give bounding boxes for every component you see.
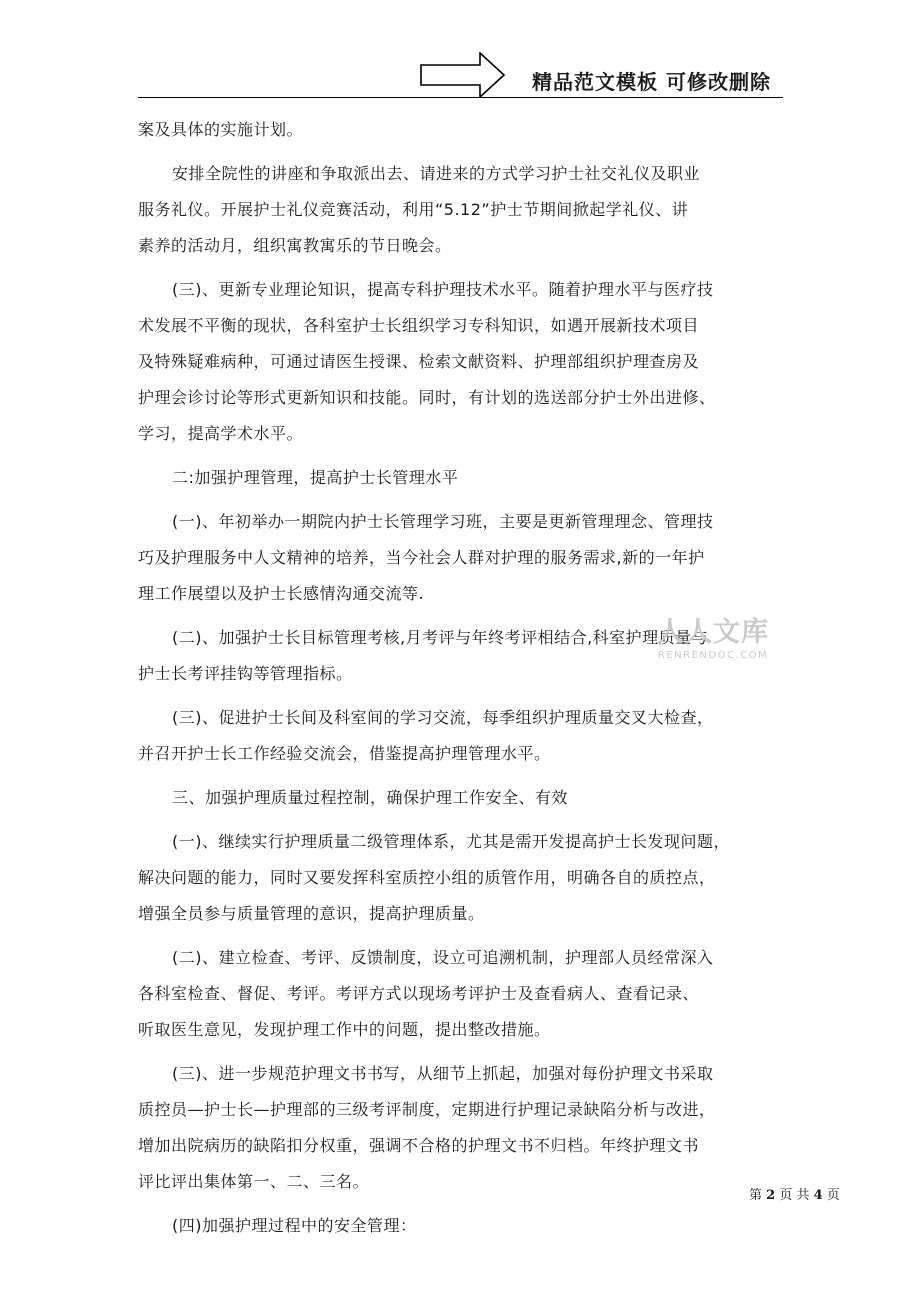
paragraph-line: (四)加强护理过程中的安全管理： — [172, 1216, 417, 1235]
page-header — [0, 0, 920, 100]
paragraph-line: 及特殊疑难病种，可通过请医生授课、检索文献资料、护理部组织护理查房及 — [138, 352, 700, 371]
paragraph-line: 服务礼仪。开展护士礼仪竞赛活动，利用“5.12”护士节期间掀起学礼仪、讲 — [138, 200, 689, 219]
footer-suffix: 页 — [826, 1188, 840, 1203]
paragraph-line: 安排全院性的讲座和争取派出去、请进来的方式学习护士社交礼仪及职业 — [172, 164, 701, 183]
section-heading: 二:加强护理管理，提高护士长管理水平 — [172, 468, 459, 487]
paragraph-line: (一)、年初举办一期院内护士长管理学习班，主要是更新管理理念、管理技 — [172, 512, 714, 531]
paragraph-line: 巧及护理服务中人文精神的培养，当今社会人群对护理的服务需求,新的一年护 — [138, 548, 705, 567]
footer-prefix: 第 — [749, 1188, 763, 1203]
paragraph-line: 案及具体的实施计划。 — [138, 120, 304, 139]
paragraph-line: 护士长考评挂钩等管理指标。 — [138, 664, 353, 683]
page-footer — [749, 1184, 840, 1203]
paragraph-line: 评比评出集体第一、二、三名。 — [138, 1172, 370, 1191]
paragraph-line: 并召开护士长工作经验交流会，借鉴提高护理管理水平。 — [138, 744, 551, 763]
document-body — [138, 112, 798, 1244]
paragraph-line: 护理会诊讨论等形式更新知识和技能。同时，有计划的选送部分护士外出进修、 — [138, 388, 716, 407]
paragraph-line: (三)、更新专业理论知识，提高专科护理技术水平。随着护理水平与医疗技 — [172, 280, 714, 299]
current-page-number: 2 — [766, 1188, 776, 1203]
watermark-cn: 人人文库 — [657, 617, 769, 648]
paragraph-line: 理工作展望以及护士长感情沟通交流等. — [138, 584, 425, 603]
paragraph-line: (三)、促进护士长间及科室间的学习交流，每季组织护理质量交叉大检查， — [172, 708, 714, 727]
paragraph-line: (一)、继续实行护理质量二级管理体系，尤其是需开发提高护士长发现问题， — [172, 832, 730, 851]
paragraph-line: 素养的活动月，组织寓教寓乐的节日晚会。 — [138, 236, 452, 255]
paragraph-line: 质控员—护士长—护理部的三级考评制度，定期进行护理记录缺陷分析与改进， — [138, 1100, 716, 1119]
header-title: 精品范文模板 可修改删除 — [532, 70, 771, 94]
paragraph-line: (二)、加强护士长目标管理考核,月考评与年终考评相结合,科室护理质量与 — [172, 628, 709, 647]
paragraph-line: 术发展不平衡的现状，各科室护士长组织学习专科知识，如遇开展新技术项目 — [138, 316, 700, 335]
right-arrow-icon — [420, 52, 506, 98]
paragraph-line: 增强全员参与质量管理的意识，提高护理质量。 — [138, 904, 485, 923]
paragraph-line: 学习，提高学术水平。 — [138, 424, 304, 443]
watermark-en: RENRENDOC.COM — [657, 650, 769, 661]
footer-middle: 页 共 — [779, 1188, 810, 1203]
paragraph-line: 各科室检查、督促、考评。考评方式以现场考评护士及查看病人、查看记录、 — [138, 984, 700, 1003]
total-pages-number: 4 — [813, 1188, 823, 1203]
paragraph-line: 听取医生意见，发现护理工作中的问题，提出整改措施。 — [138, 1020, 551, 1039]
paragraph-line: 解决问题的能力，同时又要发挥科室质控小组的质管作用，明确各自的质控点， — [138, 868, 716, 887]
section-heading: 三、加强护理质量过程控制，确保护理工作安全、有效 — [172, 788, 569, 807]
header-divider — [138, 97, 783, 98]
paragraph-line: 增加出院病历的缺陷扣分权重，强调不合格的护理文书不归档。年终护理文书 — [138, 1136, 700, 1155]
paragraph-line: (二)、建立检查、考评、反馈制度，设立可追溯机制，护理部人员经常深入 — [172, 948, 714, 967]
paragraph-line: (三)、进一步规范护理文书书写，从细节上抓起，加强对每份护理文书采取 — [172, 1064, 714, 1083]
